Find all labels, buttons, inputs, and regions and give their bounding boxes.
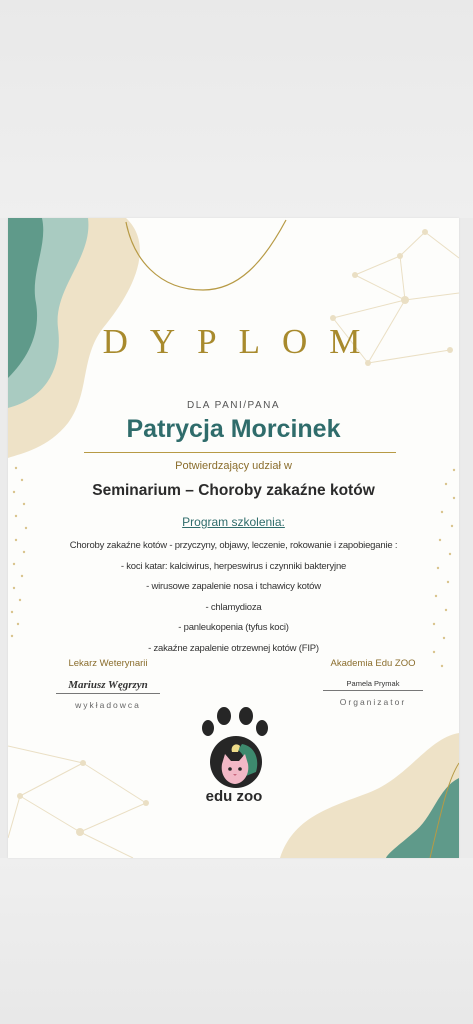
organizer-role: Akademia Edu ZOO xyxy=(330,658,416,669)
organizer-title: Organizator xyxy=(339,697,407,707)
program-item: - koci katar: kalciwirus, herpeswirus i czynniki bakteryjne xyxy=(120,561,347,572)
program-item: - chlamydioza xyxy=(205,602,262,613)
confirmation-text: Potwierdzający udział w xyxy=(175,460,292,472)
lecturer-name: Mariusz Węgrzyn xyxy=(68,679,148,691)
name-underline xyxy=(84,452,396,453)
paw-logo-icon xyxy=(196,706,276,796)
program-item: - wirusowe zapalenie nosa i tchawicy kotów xyxy=(146,581,321,592)
lecturer-role: Lekarz Weterynarii xyxy=(68,658,148,669)
certificate-title: DYPLOM xyxy=(102,322,383,361)
logo-text: edu zoo xyxy=(205,788,263,805)
program-item: - zakaźne zapalenie otrzewnej kotów (FIP) xyxy=(148,643,319,654)
certificate xyxy=(8,218,459,858)
organizer-signature-block xyxy=(318,658,428,707)
lecturer-signature-line xyxy=(56,693,160,694)
photo-background-bottom xyxy=(0,858,473,1024)
program-heading: Program szkolenia: xyxy=(182,515,285,529)
recipient-prefix: DLA PANI/PANA xyxy=(186,400,281,411)
seminar-title: Seminarium – Choroby zakaźne kotów xyxy=(92,482,375,499)
recipient-name: Patrycja Morcinek xyxy=(126,415,341,443)
lecturer-title: wykładowca xyxy=(75,700,141,710)
program-item: - panleukopenia (tyfus koci) xyxy=(178,622,289,633)
organizer-name: Pamela Prymak xyxy=(346,679,400,688)
program-item: Choroby zakaźne kotów - przyczyny, objawy, leczenie, rokowanie i zapobieganie : xyxy=(69,540,398,551)
photo-background-top xyxy=(0,0,473,218)
lecturer-signature-block xyxy=(48,658,168,710)
organizer-signature-line xyxy=(323,690,423,691)
